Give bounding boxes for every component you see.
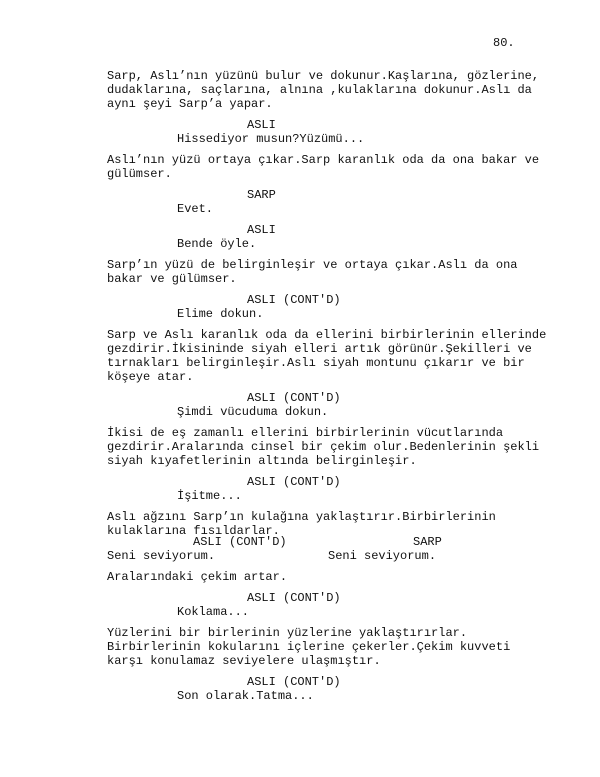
character-cue: ASLI (CONT'D): [247, 475, 341, 489]
action-line: Sarp’ın yüzü de belirginleşir ve ortaya çıkar.Aslı da ona: [107, 258, 518, 272]
page-number: 80.: [493, 36, 515, 50]
action-line: gezdirir.Aralarında cinsel bir çekim olur.Bedenlerinin şekli: [107, 440, 540, 454]
action-line: Sarp, Aslı’nın yüzünü bulur ve dokunur.Kaşlarına, gözlerine,: [107, 69, 540, 83]
action-line: İkisi de eş zamanlı ellerini birbirlerinin vücutlarında: [107, 426, 504, 440]
dialogue-line: İşitme...: [177, 489, 242, 503]
action-line: Aslı ağzını Sarp’ın kulağına yaklaştırır.Birbirlerinin: [107, 510, 496, 524]
action-line: Aralarındaki çekim artar.: [107, 570, 288, 584]
dialogue-line: Koklama...: [177, 605, 250, 619]
action-line: karşı konulamaz seviyelere ulaşmıştır.: [107, 654, 381, 668]
dialogue-line: Hissediyor musun?Yüzümü...: [177, 132, 365, 146]
dual-character-cue-right: SARP: [413, 535, 442, 549]
action-line: aynı şeyi Sarp’a yapar.: [107, 97, 273, 111]
action-line: köşeye atar.: [107, 370, 194, 384]
character-cue: ASLI (CONT'D): [247, 591, 341, 605]
dual-dialogue-right: Seni seviyorum.: [328, 549, 437, 563]
character-cue: ASLI (CONT'D): [247, 675, 341, 689]
dialogue-line: Evet.: [177, 202, 214, 216]
action-line: tırnakları belirginleşir.Aslı siyah montunu çıkarır ve bir: [107, 356, 525, 370]
character-cue: ASLI (CONT'D): [247, 293, 341, 307]
action-line: kulaklarına fısıldarlar.: [107, 524, 280, 538]
dialogue-line: Son olarak.Tatma...: [177, 689, 314, 703]
action-line: Sarp ve Aslı karanlık oda da ellerini birbirlerinin ellerinde: [107, 328, 547, 342]
dual-dialogue-left: Seni seviyorum.: [107, 549, 216, 563]
action-line: gezdirir.İkisininde siyah elleri artık görünür.Şekilleri ve: [107, 342, 532, 356]
action-line: gülümser.: [107, 167, 172, 181]
action-line: Birbirlerinin kokularını içlerine çekerler.Çekim kuvveti: [107, 640, 511, 654]
action-line: dudaklarına, saçlarına, alnına ,kulaklarına dokunur.Aslı da: [107, 83, 532, 97]
action-line: bakar ve gülümser.: [107, 272, 237, 286]
character-cue: ASLI (CONT'D): [247, 391, 341, 405]
action-line: Aslı’nın yüzü ortaya çıkar.Sarp karanlık oda da ona bakar ve: [107, 153, 540, 167]
action-line: siyah kıyafetlerinin altında belirginleşir.: [107, 454, 417, 468]
character-cue: ASLI: [247, 223, 276, 237]
dialogue-line: Şimdi vücuduma dokun.: [177, 405, 329, 419]
action-line: Yüzlerini bir birlerinin yüzlerine yaklaştırırlar.: [107, 626, 468, 640]
dialogue-line: Elime dokun.: [177, 307, 264, 321]
dual-character-cue-left: ASLI (CONT'D): [193, 535, 287, 549]
character-cue: SARP: [247, 188, 276, 202]
character-cue: ASLI: [247, 118, 276, 132]
dialogue-line: Bende öyle.: [177, 237, 257, 251]
